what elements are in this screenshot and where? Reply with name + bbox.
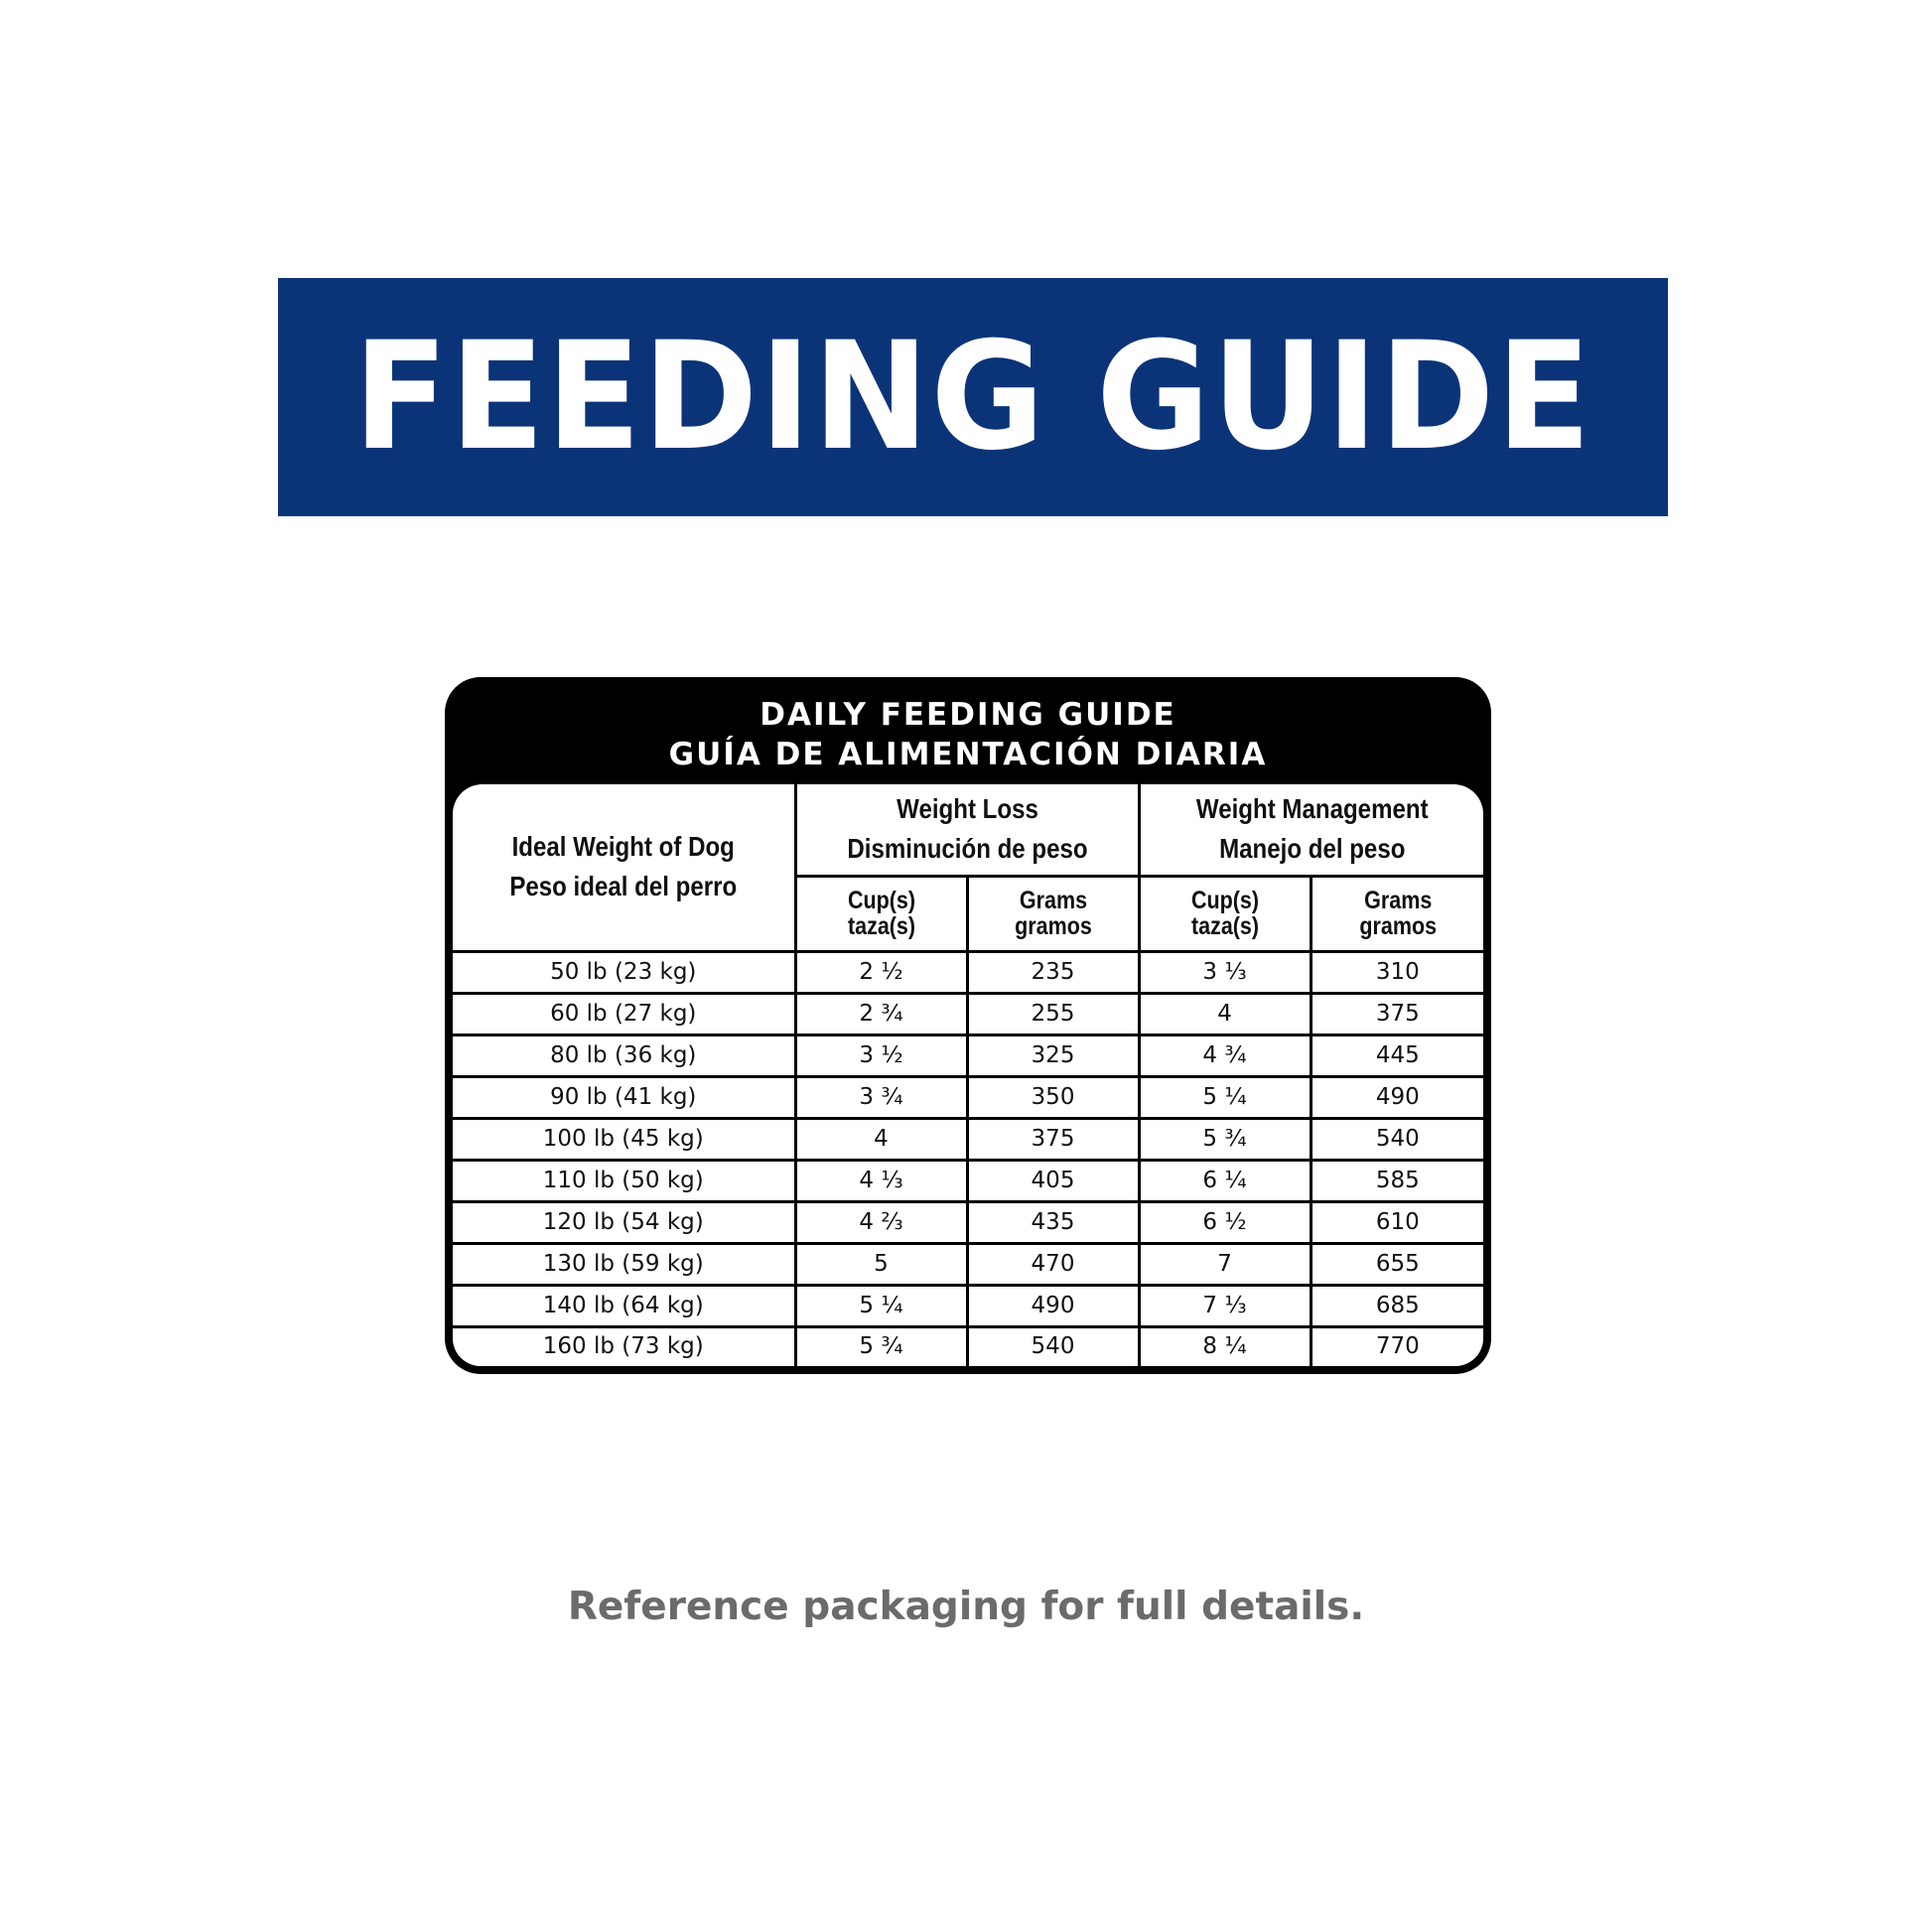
cell-mgmt-cups: 6 ½ (1139, 1201, 1311, 1243)
header-weight-management-en: Weight Management (1195, 793, 1429, 825)
header-ideal-weight-es: Peso ideal del perro (509, 871, 738, 902)
header-mgmt-cups (1139, 876, 1311, 951)
cell-weight: 90 lb (41 kg) (453, 1076, 795, 1118)
cell-loss-cups: 3 ½ (795, 1035, 967, 1076)
banner-title: FEEDING GUIDE (352, 311, 1593, 483)
cell-mgmt-cups: 7 ⅓ (1139, 1285, 1311, 1326)
cell-loss-grams: 350 (967, 1076, 1139, 1118)
header-loss-grams (967, 876, 1139, 951)
cell-mgmt-grams: 655 (1311, 1243, 1483, 1285)
table-row (453, 1243, 1483, 1285)
header-loss-grams-es: gramos (1014, 912, 1092, 940)
cell-mgmt-grams: 445 (1311, 1035, 1483, 1076)
cell-loss-cups: 4 ⅔ (795, 1201, 967, 1243)
cell-loss-grams: 375 (967, 1118, 1139, 1160)
header-loss-cups (795, 876, 967, 951)
header-weight-loss-es: Disminución de peso (846, 833, 1088, 865)
feeding-table (453, 784, 1483, 1366)
table-row (453, 1201, 1483, 1243)
header-loss-cups-es: taza(s) (847, 912, 915, 940)
card-header (445, 677, 1491, 784)
cell-mgmt-cups: 8 ¼ (1139, 1326, 1311, 1366)
cell-mgmt-grams: 770 (1311, 1326, 1483, 1366)
feeding-guide-banner (278, 278, 1668, 516)
cell-mgmt-cups: 3 ⅓ (1139, 951, 1311, 993)
header-ideal-weight (453, 784, 795, 951)
cell-loss-cups: 2 ¾ (795, 993, 967, 1035)
cell-weight: 60 lb (27 kg) (453, 993, 795, 1035)
card-title-english: DAILY FEEDING GUIDE (759, 697, 1176, 733)
cell-mgmt-cups: 6 ¼ (1139, 1160, 1311, 1201)
cell-loss-grams: 405 (967, 1160, 1139, 1201)
cell-loss-cups: 5 (795, 1243, 967, 1285)
cell-weight: 140 lb (64 kg) (453, 1285, 795, 1326)
cell-weight: 100 lb (45 kg) (453, 1118, 795, 1160)
header-row-groups (453, 784, 1483, 876)
cell-loss-grams: 490 (967, 1285, 1139, 1326)
card-body (453, 784, 1483, 1366)
header-weight-loss (795, 784, 1139, 876)
cell-loss-grams: 540 (967, 1326, 1139, 1366)
table-row (453, 1035, 1483, 1076)
cell-mgmt-grams: 685 (1311, 1285, 1483, 1326)
cell-loss-grams: 470 (967, 1243, 1139, 1285)
cell-weight: 50 lb (23 kg) (453, 951, 795, 993)
header-mgmt-grams-es: gramos (1358, 912, 1437, 940)
cell-loss-cups: 5 ¾ (795, 1326, 967, 1366)
daily-feeding-guide-card (445, 677, 1491, 1374)
cell-loss-grams: 325 (967, 1035, 1139, 1076)
table-row (453, 1118, 1483, 1160)
cell-loss-cups: 3 ¾ (795, 1076, 967, 1118)
cell-mgmt-grams: 375 (1311, 993, 1483, 1035)
cell-loss-cups: 5 ¼ (795, 1285, 967, 1326)
cell-mgmt-cups: 4 (1139, 993, 1311, 1035)
header-weight-management-es: Manejo del peso (1218, 833, 1405, 865)
table-row (453, 1076, 1483, 1118)
table-row (453, 1160, 1483, 1201)
cell-loss-grams: 255 (967, 993, 1139, 1035)
footer-note: Reference packaging for full details. (567, 1585, 1365, 1629)
card-title-spanish: GUÍA DE ALIMENTACIÓN DIARIA (668, 737, 1268, 772)
cell-mgmt-grams: 490 (1311, 1076, 1483, 1118)
cell-loss-grams: 435 (967, 1201, 1139, 1243)
header-loss-cups-en: Cup(s) (847, 887, 915, 914)
cell-loss-grams: 235 (967, 951, 1139, 993)
cell-loss-cups: 4 (795, 1118, 967, 1160)
cell-weight: 110 lb (50 kg) (453, 1160, 795, 1201)
cell-mgmt-cups: 5 ¾ (1139, 1118, 1311, 1160)
table-row (453, 1326, 1483, 1366)
cell-mgmt-grams: 585 (1311, 1160, 1483, 1201)
header-mgmt-grams-en: Grams (1363, 887, 1432, 914)
header-mgmt-grams (1311, 876, 1483, 951)
cell-loss-cups: 4 ⅓ (795, 1160, 967, 1201)
cell-mgmt-cups: 4 ¾ (1139, 1035, 1311, 1076)
cell-weight: 160 lb (73 kg) (453, 1326, 795, 1366)
cell-weight: 130 lb (59 kg) (453, 1243, 795, 1285)
cell-mgmt-grams: 610 (1311, 1201, 1483, 1243)
header-mgmt-cups-es: taza(s) (1190, 912, 1259, 940)
cell-loss-cups: 2 ½ (795, 951, 967, 993)
table-row (453, 951, 1483, 993)
cell-weight: 80 lb (36 kg) (453, 1035, 795, 1076)
header-weight-loss-en: Weight Loss (896, 793, 1038, 825)
cell-mgmt-grams: 310 (1311, 951, 1483, 993)
header-weight-management (1139, 784, 1483, 876)
cell-mgmt-cups: 7 (1139, 1243, 1311, 1285)
header-mgmt-cups-en: Cup(s) (1190, 887, 1259, 914)
table-row (453, 993, 1483, 1035)
cell-mgmt-grams: 540 (1311, 1118, 1483, 1160)
cell-weight: 120 lb (54 kg) (453, 1201, 795, 1243)
header-loss-grams-en: Grams (1019, 887, 1087, 914)
table-row (453, 1285, 1483, 1326)
cell-mgmt-cups: 5 ¼ (1139, 1076, 1311, 1118)
header-ideal-weight-en: Ideal Weight of Dog (511, 831, 735, 863)
